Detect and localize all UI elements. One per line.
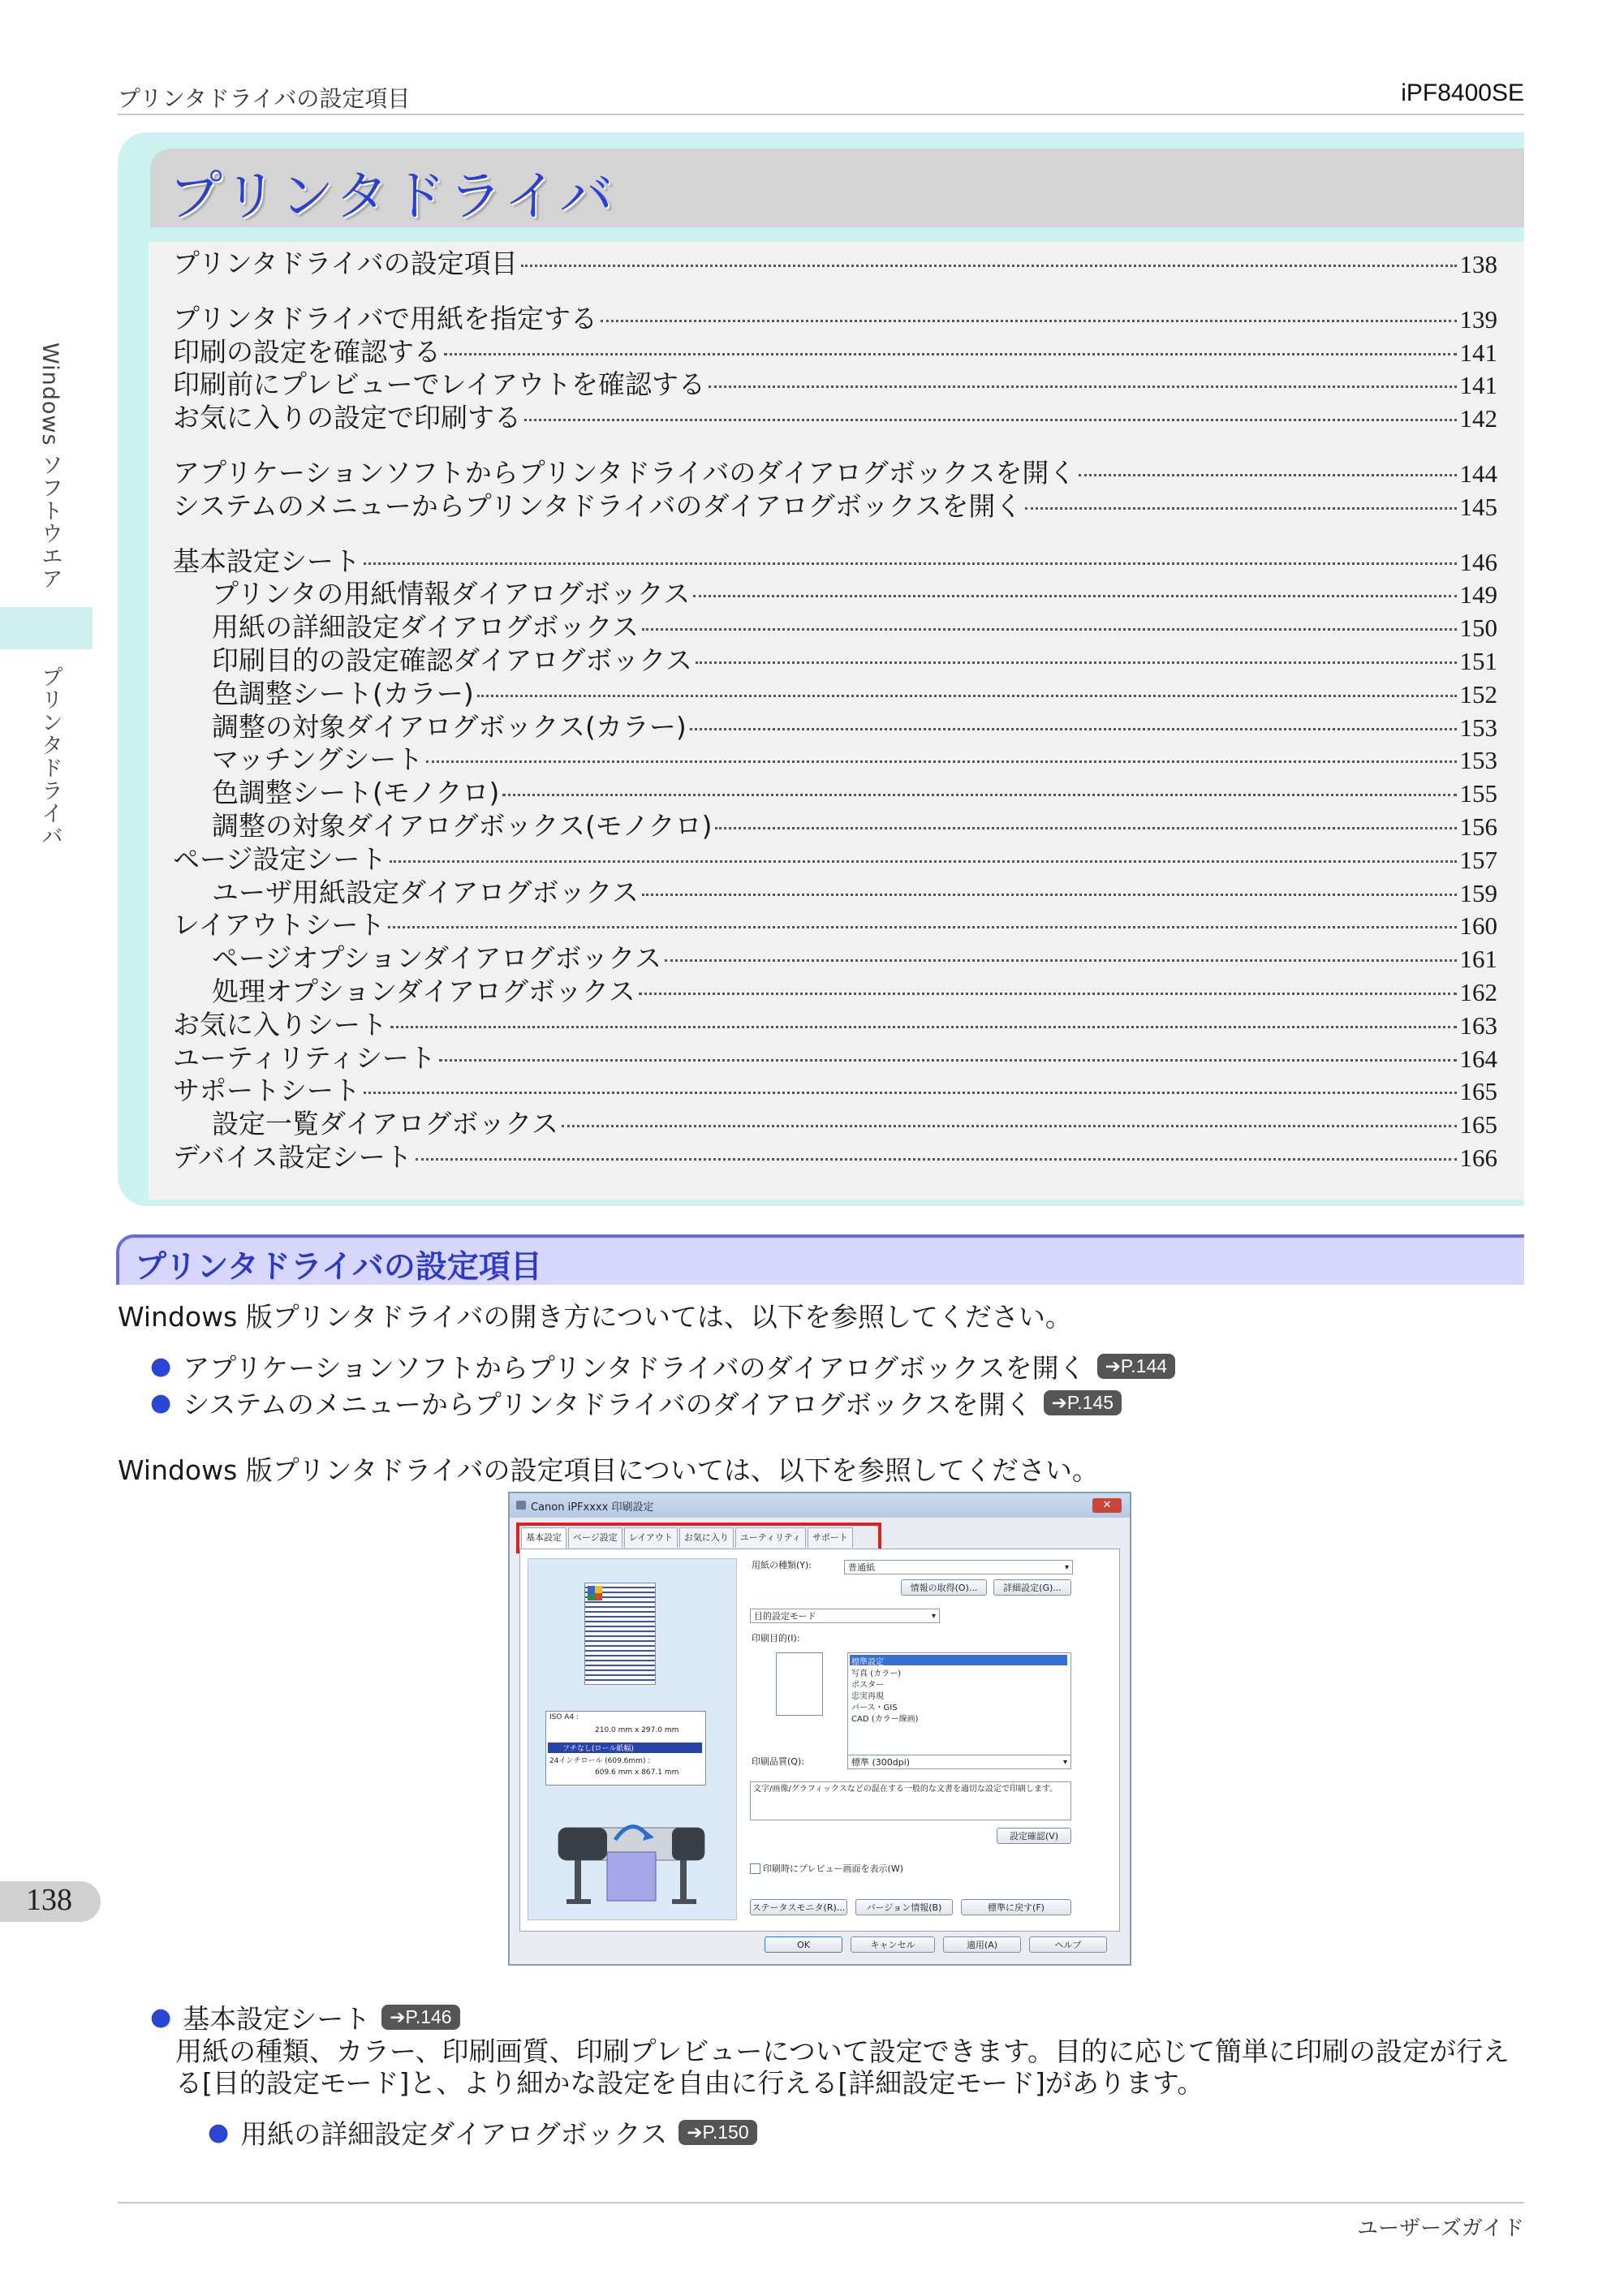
list-item-text: 用紙の詳細設定ダイアログボックス — [240, 2118, 668, 2150]
help-button[interactable]: ヘルプ — [1029, 1936, 1107, 1953]
toc-entry[interactable] — [173, 877, 1497, 910]
toc-leader-dots — [601, 320, 1456, 322]
toc-leader-dots — [524, 419, 1457, 421]
toc-entry-title: プリンタの用紙情報ダイアログボックス — [212, 578, 691, 610]
advanced-settings-button[interactable]: 詳細設定(G)... — [993, 1579, 1071, 1596]
toc-entry-page: 162 — [1459, 977, 1497, 1006]
toc-leader-dots — [1025, 507, 1456, 510]
toc-leader-dots — [521, 265, 1457, 267]
toc-leader-dots — [502, 794, 1456, 796]
toc-entry-page: 142 — [1459, 404, 1497, 433]
print-purpose-list[interactable] — [847, 1652, 1071, 1763]
toc-entry-page: 141 — [1459, 371, 1497, 400]
toc-leader-dots — [364, 1092, 1457, 1094]
preview-checkbox[interactable] — [750, 1863, 760, 1874]
header-rule — [118, 114, 1524, 115]
toc-entry-title: デバイス設定シート — [173, 1140, 412, 1173]
toc-entry-page: 146 — [1459, 547, 1497, 576]
dialog-titlebar — [510, 1493, 1130, 1518]
preview-checkbox-label: 印刷時にプレビュー画面を表示(W) — [763, 1863, 904, 1874]
toc-entry-page: 164 — [1459, 1044, 1497, 1073]
toc-entry-page: 138 — [1459, 250, 1497, 278]
toc-entry-page: 163 — [1459, 1010, 1497, 1040]
toc-entry-page: 152 — [1459, 679, 1497, 709]
list-item-text: 基本設定シート — [183, 2003, 371, 2035]
toc-entry-page: 139 — [1459, 304, 1497, 334]
list-item[interactable]: 標準設定 — [851, 1658, 884, 1667]
roll-dims: 609.6 mm x 867.1 mm — [595, 1768, 679, 1777]
tab-utility[interactable]: ユーティリティ — [735, 1527, 806, 1548]
toc-entry[interactable] — [173, 843, 1497, 877]
toc-entry-title: 印刷目的の設定確認ダイアログボックス — [212, 644, 693, 676]
confirm-settings-button[interactable]: 設定確認(V) — [997, 1828, 1071, 1844]
toc-entry[interactable] — [173, 303, 1497, 336]
list-item-text: アプリケーションソフトからプリンタドライバのダイアログボックスを開く — [183, 1352, 1086, 1384]
tab-support[interactable]: サポート — [808, 1527, 853, 1548]
toc-entry-page: 157 — [1459, 845, 1497, 874]
borderless-label: フチなし(ロール紙幅) — [562, 1745, 634, 1753]
dialog-title: Canon iPFxxxx 印刷設定 — [531, 1501, 654, 1514]
toc-entry[interactable] — [173, 777, 1497, 810]
toc-entry-page: 161 — [1459, 945, 1497, 974]
bullet-icon: ● — [208, 2118, 230, 2147]
print-quality-select[interactable]: 標準 (300dpi) ▾ — [847, 1755, 1071, 1769]
toc-entry-page: 145 — [1459, 492, 1497, 521]
description-line-2: る[目的設定モード]と、より細かな設定を自由に行える[詳細設定モード]があります。 — [175, 2067, 1204, 2099]
toc-entry-title: プリンタドライバの設定項目 — [173, 248, 518, 279]
side-tab-windows-software: Windows ソフトウエア — [37, 342, 62, 591]
toc-entry[interactable] — [173, 490, 1497, 523]
status-monitor-button[interactable]: ステータスモニタ(R)... — [750, 1899, 847, 1915]
toc-entry-title: レイアウトシート — [173, 909, 386, 941]
list-item[interactable]: 忠実再現 — [851, 1692, 884, 1701]
table-of-contents — [173, 248, 1497, 1174]
toc-entry-title: 調整の対象ダイアログボックス(カラー) — [212, 710, 687, 743]
mode-select[interactable]: 目的設定モード ▾ — [750, 1609, 940, 1623]
toc-leader-dots — [693, 595, 1456, 597]
toc-entry[interactable] — [173, 810, 1497, 843]
side-tab-printer-driver: プリンタドライバ — [37, 666, 62, 847]
toc-entry[interactable] — [173, 1141, 1497, 1174]
toc-entry[interactable] — [173, 1108, 1497, 1141]
toc-entry-title: アプリケーションソフトからプリンタドライバのダイアログボックスを開く — [173, 456, 1076, 489]
toc-leader-dots — [390, 1026, 1457, 1028]
toc-entry[interactable] — [173, 611, 1497, 644]
toc-entry-page: 165 — [1459, 1110, 1497, 1139]
side-tab-marker — [0, 607, 93, 649]
toc-entry[interactable] — [173, 368, 1497, 402]
toc-leader-dots — [690, 728, 1457, 730]
toc-entry-title: ユーティリティシート — [173, 1041, 437, 1074]
ok-button[interactable]: OK — [765, 1936, 842, 1953]
toc-entry[interactable] — [173, 942, 1497, 976]
tab-basic-settings[interactable]: 基本設定 — [521, 1527, 566, 1549]
toc-leader-dots — [439, 1059, 1456, 1062]
chapter-title: プリンタドライバ — [169, 165, 617, 227]
page-reference-link[interactable]: ➔P.144 — [1097, 1354, 1175, 1379]
version-info-button[interactable]: バージョン情報(B) — [855, 1899, 953, 1915]
toc-leader-dots — [477, 695, 1457, 697]
toc-entry[interactable] — [173, 678, 1497, 711]
toc-entry-title: マッチングシート — [212, 743, 424, 776]
toc-entry-page: 155 — [1459, 779, 1497, 808]
page-number: 138 — [26, 1883, 72, 1917]
get-info-button[interactable]: 情報の取得(O)... — [901, 1579, 987, 1596]
toc-leader-dots — [416, 1158, 1457, 1161]
toc-entry-page: 156 — [1459, 812, 1497, 841]
media-type-select[interactable]: 普通紙 ▾ — [844, 1560, 1073, 1574]
toc-entry-title: 設定一覧ダイアログボックス — [212, 1108, 559, 1140]
toc-entry-title: サポートシート — [173, 1075, 360, 1107]
running-header-model: iPF8400SE — [1401, 80, 1524, 106]
toc-entry-title: 処理オプションダイアログボックス — [212, 975, 635, 1007]
toc-entry-page: 141 — [1459, 338, 1497, 367]
toc-entry-title: システムのメニューからプリンタドライバのダイアログボックスを開く — [173, 489, 1023, 522]
toc-leader-dots — [639, 993, 1457, 995]
list-item[interactable]: パース・GIS — [851, 1704, 898, 1712]
toc-entry[interactable] — [173, 336, 1497, 369]
toc-entry-title: お気に入りシート — [173, 1008, 387, 1040]
list-item — [208, 2113, 757, 2152]
tab-page-setup[interactable]: ページ設定 — [568, 1527, 622, 1548]
toc-entry-page: 151 — [1459, 646, 1497, 675]
cancel-button[interactable]: キャンセル — [851, 1936, 935, 1953]
toc-entry-title: お気に入りの設定で印刷する — [173, 402, 521, 434]
toc-leader-dots — [642, 894, 1456, 896]
toc-entry[interactable] — [173, 545, 1497, 579]
sample-image-icon — [588, 1586, 602, 1600]
printer-illustration — [550, 1795, 713, 1909]
running-header-section: プリンタドライバの設定項目 — [118, 85, 411, 112]
toc-entry-page: 144 — [1459, 459, 1497, 488]
list-item — [150, 1384, 1122, 1422]
toc-entry-page: 166 — [1459, 1143, 1497, 1172]
toc-entry-page: 150 — [1459, 614, 1497, 643]
toc-entry-title: プリンタドライバで用紙を指定する — [173, 302, 598, 334]
toc-entry-title: 用紙の詳細設定ダイアログボックス — [212, 611, 640, 644]
media-info-box — [545, 1711, 706, 1786]
toc-leader-dots — [696, 661, 1456, 664]
list-item[interactable]: CAD (カラー線画) — [851, 1715, 919, 1724]
toc-leader-dots — [390, 860, 1456, 863]
intro-paragraph-2: Windows 版プリンタドライバの設定項目については、以下を参照してください。 — [118, 1454, 1099, 1486]
page-reference-link[interactable]: ➔P.145 — [1044, 1390, 1122, 1415]
toc-entry[interactable] — [173, 644, 1497, 678]
print-quality-label: 印刷品質(Q): — [752, 1756, 804, 1767]
toc-entry-title: ページ設定シート — [173, 842, 387, 875]
toc-entry[interactable] — [173, 578, 1497, 611]
bullet-icon: ● — [150, 2003, 172, 2031]
tab-layout[interactable]: レイアウト — [624, 1527, 678, 1548]
toc-entry[interactable] — [173, 1042, 1497, 1075]
driver-dialog-screenshot — [508, 1492, 1131, 1966]
toc-leader-dots — [426, 760, 1456, 763]
toc-leader-dots — [715, 827, 1456, 829]
toc-leader-dots — [364, 562, 1457, 565]
toc-entry-page: 153 — [1459, 713, 1497, 742]
toc-entry[interactable] — [173, 1009, 1497, 1042]
toc-entry-title: 調整の対象ダイアログボックス(モノクロ) — [212, 809, 713, 842]
toc-leader-dots — [388, 926, 1456, 928]
toc-entry[interactable] — [173, 248, 1497, 281]
toc-leader-dots — [665, 959, 1456, 962]
toc-leader-dots — [642, 628, 1456, 631]
page-reference-link[interactable]: ➔P.146 — [381, 2005, 459, 2030]
media-size-dims: 210.0 mm x 297.0 mm — [595, 1726, 679, 1734]
footer-rule — [118, 2202, 1524, 2203]
toc-entry[interactable] — [173, 1075, 1497, 1108]
bullet-icon: ● — [150, 1352, 172, 1381]
toc-leader-dots — [444, 353, 1457, 355]
toc-entry-title: 印刷前にプレビューでレイアウトを確認する — [173, 368, 706, 401]
list-item-text: システムのメニューからプリンタドライバのダイアログボックスを開く — [183, 1389, 1032, 1420]
toc-entry[interactable] — [173, 457, 1497, 490]
intro-paragraph-1: Windows 版プリンタドライバの開き方については、以下を参照してください。 — [118, 1301, 1072, 1333]
toc-entry[interactable] — [173, 402, 1497, 435]
apply-button[interactable]: 適用(A) — [943, 1936, 1021, 1953]
toc-entry-title: ユーザ用紙設定ダイアログボックス — [212, 876, 640, 908]
toc-leader-dots — [1079, 474, 1456, 476]
close-button[interactable]: ✕ — [1092, 1498, 1122, 1513]
printer-icon — [516, 1501, 526, 1510]
list-item[interactable]: 写真 (カラー) — [851, 1669, 901, 1678]
toc-entry-title: 基本設定シート — [173, 545, 360, 577]
media-size-label: ISO A4 : — [549, 1713, 579, 1721]
media-type-label: 用紙の種類(Y): — [752, 1560, 812, 1570]
list-item[interactable]: ポスター — [851, 1681, 884, 1690]
toc-entry-title: 印刷の設定を確認する — [173, 335, 441, 368]
toc-entry[interactable] — [173, 711, 1497, 744]
roll-label: 24インチロール (609.6mm) : — [549, 1757, 651, 1765]
toc-entry-page: 153 — [1459, 746, 1497, 775]
toc-entry[interactable] — [173, 976, 1497, 1009]
print-purpose-icon — [776, 1652, 823, 1716]
toc-entry[interactable] — [173, 743, 1497, 777]
section-title: プリンタドライバの設定項目 — [135, 1249, 542, 1286]
purpose-description: 文字/画像/グラフィックスなどの混在する一般的な文書を適切な設定で印刷します。 — [750, 1781, 1071, 1820]
toc-entry-title: ページオプションダイアログボックス — [212, 942, 662, 975]
toc-entry[interactable] — [173, 909, 1497, 942]
restore-defaults-button[interactable]: 標準に戻す(F) — [961, 1899, 1071, 1915]
tab-favorites[interactable]: お気に入り — [679, 1527, 734, 1548]
toc-entry-page: 159 — [1459, 878, 1497, 907]
toc-entry-page: 165 — [1459, 1077, 1497, 1106]
print-purpose-label: 印刷目的(I): — [752, 1633, 800, 1643]
description-line-1: 用紙の種類、カラー、印刷画質、印刷プレビューについて設定できます。目的に応じて簡単に印刷の設定が行え — [175, 2035, 1510, 2067]
bullet-icon: ● — [150, 1389, 172, 1417]
toc-leader-dots — [562, 1125, 1456, 1127]
toc-leader-dots — [709, 386, 1456, 388]
toc-entry-page: 149 — [1459, 580, 1497, 610]
list-item — [150, 1347, 1175, 1385]
page-reference-link[interactable]: ➔P.150 — [678, 2120, 756, 2145]
toc-entry-page: 160 — [1459, 911, 1497, 941]
toc-entry-title: 色調整シート(モノクロ) — [212, 777, 500, 809]
toc-entry-title: 色調整シート(カラー) — [212, 677, 474, 709]
footer-guide-title: ユーザーズガイド — [1357, 2216, 1524, 2241]
